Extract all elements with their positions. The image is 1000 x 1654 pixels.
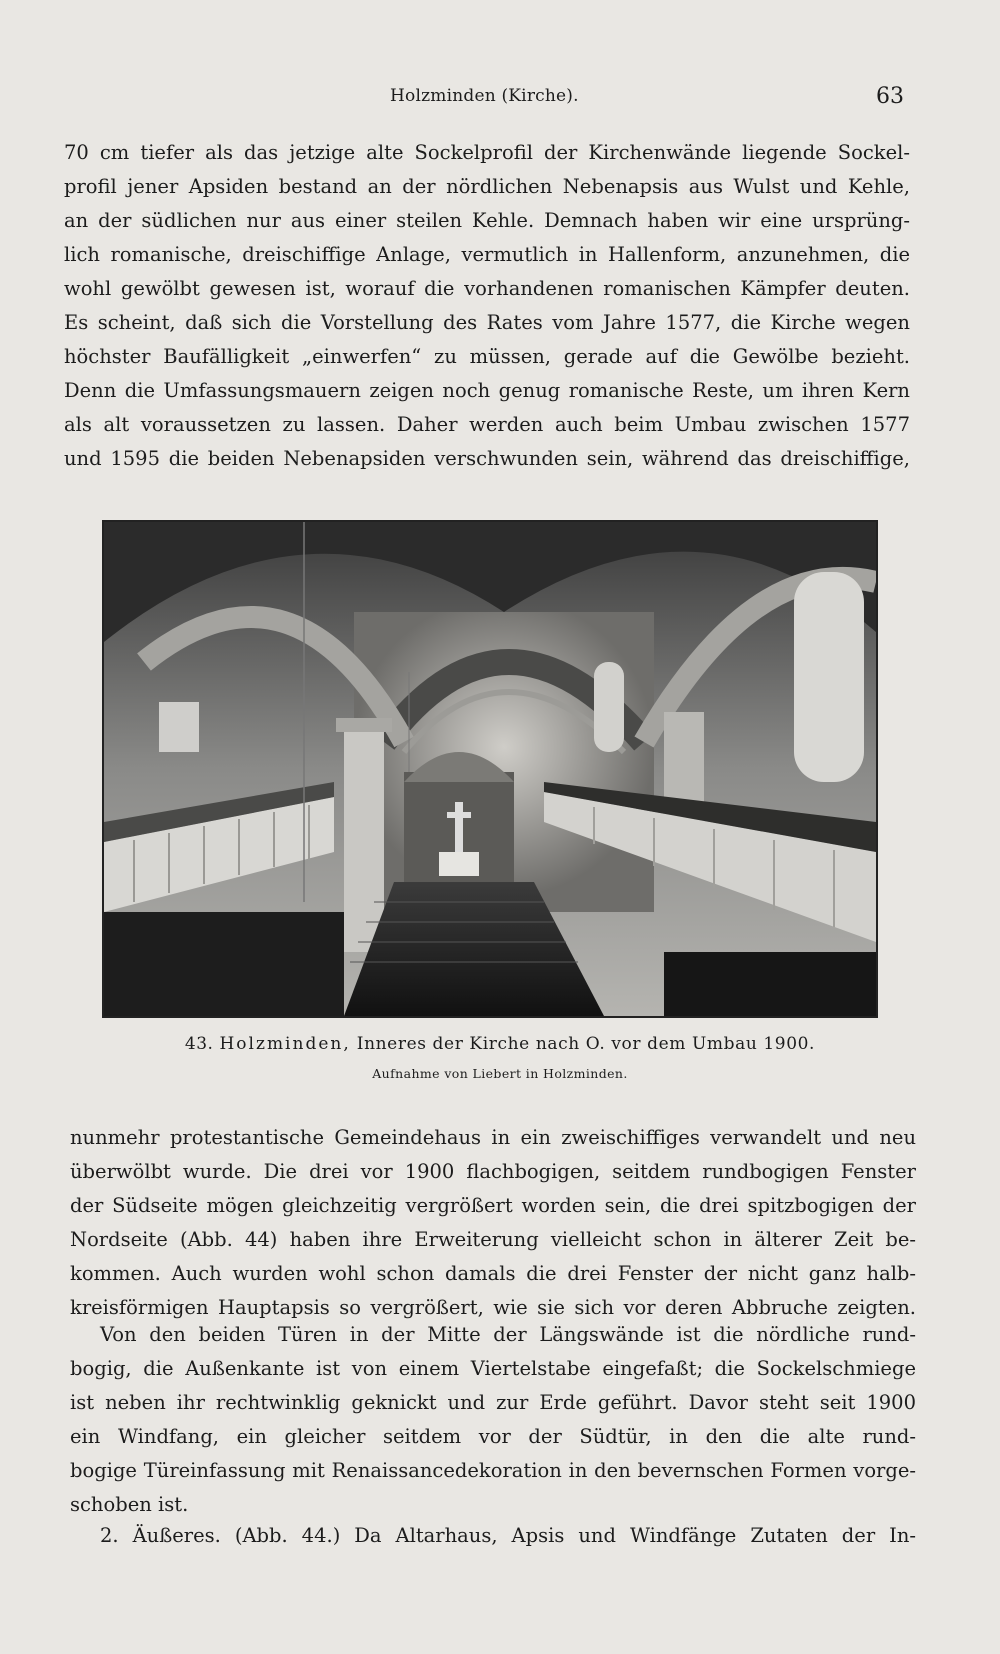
church-interior-photo bbox=[102, 520, 878, 1018]
paragraph-3 bbox=[70, 1318, 916, 1522]
text-line: bogige Türeinfassung mit Renaissancedekoration in den bevernschen Formen vorge- bbox=[70, 1459, 916, 1482]
figure-caption bbox=[0, 1034, 1000, 1054]
text-line: nunmehr protestantische Gemeindehaus in ein zweischiffiges verwandelt und neu bbox=[70, 1126, 916, 1149]
running-head: Holzminden (Kirche). bbox=[390, 86, 579, 106]
text-line: wohl gewölbt gewesen ist, worauf die vorhandenen romanischen Kämpfer deuten. bbox=[64, 277, 910, 300]
text-line: Von den beiden Türen in der Mitte der Längswände ist die nördliche rund- bbox=[100, 1323, 916, 1346]
text-line: Nordseite (Abb. 44) haben ihre Erweiterung vielleicht schon in älterer Zeit be- bbox=[70, 1228, 916, 1251]
text-line: kreisförmigen Hauptapsis so vergrößert, wie sie sich vor deren Abbruche zeigten. bbox=[70, 1296, 916, 1319]
paragraph-4 bbox=[70, 1519, 916, 1553]
photo-credit: Aufnahme von Liebert in Holzminden. bbox=[372, 1066, 628, 1081]
text-line: lich romanische, dreischiffige Anlage, vermutlich in Hallenform, anzunehmen, die bbox=[64, 243, 910, 266]
paragraph-2 bbox=[70, 1121, 916, 1325]
figure-number: 43. bbox=[184, 1034, 214, 1054]
page-number: 63 bbox=[876, 84, 904, 109]
text-line: als alt voraussetzen zu lassen. Daher werden auch beim Umbau zwischen 1577 bbox=[64, 413, 910, 436]
text-line: profil jener Apsiden bestand an der nördlichen Nebenapsis aus Wulst und Kehle, bbox=[64, 175, 910, 198]
text-line: 2. Äußeres. (Abb. 44.) Da Altarhaus, Apsis und Windfänge Zutaten der In- bbox=[100, 1524, 916, 1547]
text-line: der Südseite mögen gleichzeitig vergrößert worden sein, die drei spitzbogigen der bbox=[70, 1194, 916, 1217]
text-line: und 1595 die beiden Nebenapsiden verschwunden sein, während das dreischiffige, bbox=[64, 447, 910, 470]
text-line: bogig, die Außenkante ist von einem Viertelstabe eingefaßt; die Sockelschmiege bbox=[70, 1357, 916, 1380]
text-line: Es scheint, daß sich die Vorstellung des Rates vom Jahre 1577, die Kirche wegen bbox=[64, 311, 910, 334]
text-line: an der südlichen nur aus einer steilen Kehle. Demnach haben wir eine ursprüng- bbox=[64, 209, 910, 232]
text-line: höchster Baufälligkeit „einwerfen“ zu müssen, gerade auf die Gewölbe bezieht. bbox=[64, 345, 910, 368]
text-line: schoben ist. bbox=[70, 1493, 189, 1516]
figure-caption-text: Inneres der Kirche nach O. vor dem Umbau 1900. bbox=[356, 1034, 816, 1054]
paragraph-1 bbox=[64, 136, 910, 476]
text-line: 70 cm tiefer als das jetzige alte Sockelprofil der Kirchenwände liegende Sockel- bbox=[64, 141, 910, 164]
page-header bbox=[0, 86, 1000, 116]
text-line: überwölbt wurde. Die drei vor 1900 flachbogigen, seitdem rundbogigen Fenster bbox=[70, 1160, 916, 1183]
figure-place: Holzminden, bbox=[219, 1034, 351, 1054]
text-line: ein Windfang, ein gleicher seitdem vor der Südtür, in den die alte rund- bbox=[70, 1425, 916, 1448]
text-line: ist neben ihr rechtwinklig geknickt und zur Erde geführt. Davor steht seit 1900 bbox=[70, 1391, 916, 1414]
text-line: kommen. Auch wurden wohl schon damals die drei Fenster der nicht ganz halb- bbox=[70, 1262, 916, 1285]
text-line: Denn die Umfassungsmauern zeigen noch genug romanische Reste, um ihren Kern bbox=[64, 379, 910, 402]
